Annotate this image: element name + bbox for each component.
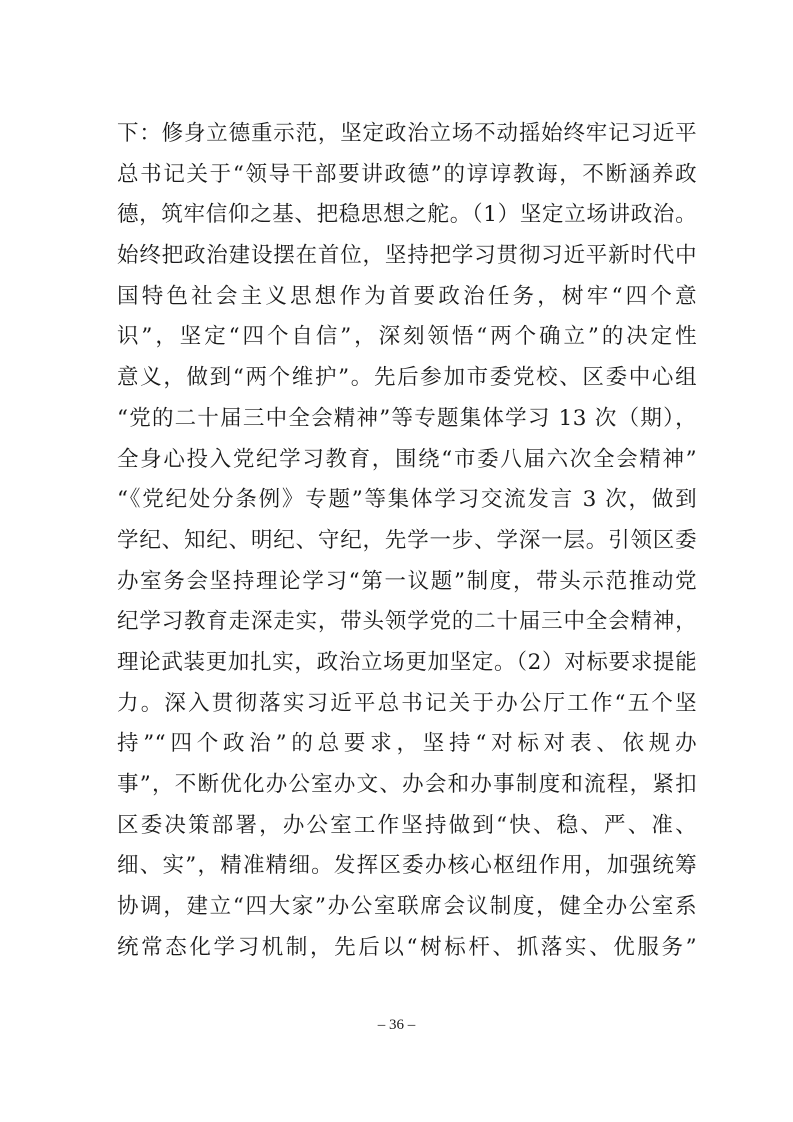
text-line: 细、实”，精准精细。发挥区委办核心枢纽作用，加强统筹 <box>117 853 697 879</box>
text-line: 协调，建立“四大家”办公室联席会议制度，健全办公室系 <box>117 894 697 920</box>
text-line: 识”，坚定“四个自信”，深刻领悟“两个确立”的决定性 <box>117 324 697 350</box>
text-line: 全身心投入党纪学习教育，围绕“市委八届六次全会精神” <box>117 446 697 472</box>
text-line: 国特色社会主义思想作为首要政治任务，树牢“四个意 <box>117 283 697 309</box>
text-line: 下：修身立德重示范，坚定政治立场不动摇始终牢记习近平 <box>117 121 697 146</box>
text-line: “党的二十届三中全会精神”等专题集体学习 13 次（期）， <box>117 405 697 431</box>
text-line: 办室务会坚持理论学习“第一议题”制度，带头示范推动党 <box>117 568 697 594</box>
text-line: 事”，不断优化办公室办文、办会和办事制度和流程，紧扣 <box>117 772 697 797</box>
text-line: 纪学习教育走深走实，带头领学党的二十届三中全会精神， <box>117 609 697 635</box>
text-line: 统常态化学习机制，先后以“树标杆、抓落实、优服务” <box>117 934 697 960</box>
text-line: 总书记关于“领导干部要讲政德”的谆谆教诲，不断涵养政 <box>117 161 697 187</box>
text-line: 理论武装更加扎实，政治立场更加坚定。（2）对标要求提能 <box>117 649 697 675</box>
page-number: – 36 – <box>377 1017 416 1033</box>
text-line: 持”“四个政治”的总要求，坚持“对标对表、依规办 <box>117 731 697 757</box>
text-line: 德，筑牢信仰之基、把稳思想之舵。（1）坚定立场讲政治。 <box>117 202 697 228</box>
body-text <box>117 114 697 968</box>
text-line: “《党纪处分条例》专题”等集体学习交流发言 3 次，做到 <box>117 487 697 513</box>
text-line: 区委决策部署，办公室工作坚持做到“快、稳、严、准、 <box>117 812 697 838</box>
text-line: 意义，做到“两个维护”。先后参加市委党校、区委中心组 <box>117 365 697 391</box>
text-line: 始终把政治建设摆在首位，坚持把学习贯彻习近平新时代中 <box>117 243 697 269</box>
text-line: 学纪、知纪、明纪、守纪，先学一步、学深一层。引领区委 <box>117 527 697 553</box>
text-line: 力。深入贯彻落实习近平总书记关于办公厅工作“五个坚 <box>117 690 697 716</box>
